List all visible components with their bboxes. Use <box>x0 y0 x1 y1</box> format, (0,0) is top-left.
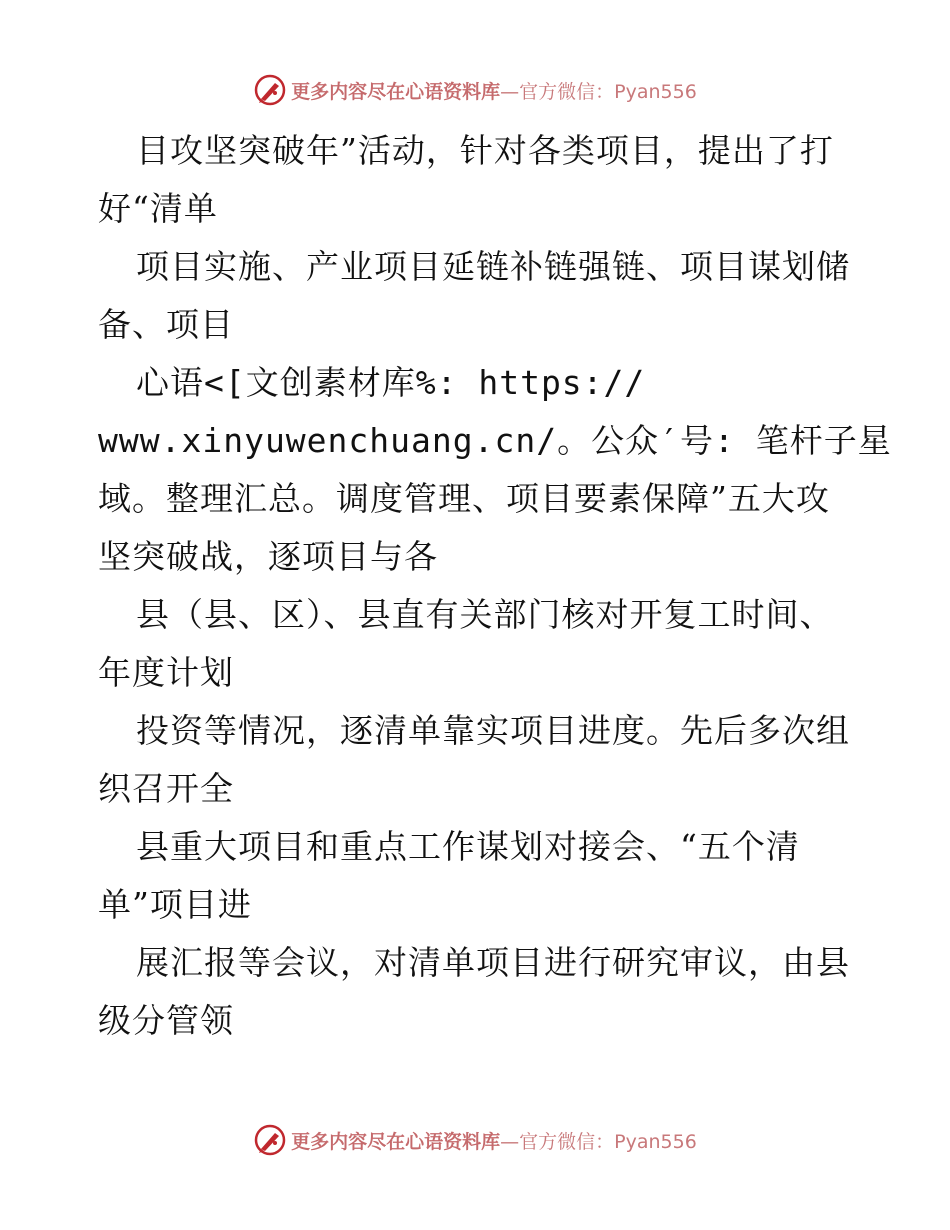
body-line-4: 备、项目 <box>98 305 234 344</box>
body-line-7: 域。整理汇总。调度管理、项目要素保障”五大攻 <box>98 479 830 518</box>
body-line-1: 目攻坚突破年”活动，针对各类项目，提出了打 <box>136 131 834 170</box>
body-line-9: 县（县、区）、县直有关部门核对开复工时间、 <box>136 595 834 634</box>
pen-logo-icon <box>253 73 287 107</box>
footer-banner-separator: — <box>500 1130 520 1153</box>
footer-banner <box>0 1122 950 1158</box>
body-line-2: 好“清单 <box>98 189 218 228</box>
header-banner-wechat: 官方微信：Pyan556 <box>519 80 697 103</box>
header-banner-separator: — <box>500 80 520 103</box>
body-line-16: 级分管领 <box>98 1001 234 1040</box>
body-line-14: 单”项目进 <box>98 885 252 924</box>
body-line-3: 项目实施、产业项目延链补链强链、项目谋划储 <box>136 247 850 286</box>
body-line-6: www.xinyuwenchuang.cn/。公众′号: 笔杆子星 <box>98 421 892 460</box>
body-line-13: 县重大项目和重点工作谋划对接会、“五个清 <box>136 827 800 866</box>
body-line-12: 织召开全 <box>98 769 234 808</box>
pen-logo-icon <box>253 1123 287 1157</box>
body-line-10: 年度计划 <box>98 653 234 692</box>
header-banner <box>0 72 950 108</box>
document-body <box>98 122 892 1050</box>
footer-banner-main-text: 更多内容尽在心语资料库 <box>291 1130 501 1153</box>
body-line-15: 展汇报等会议，对清单项目进行研究审议，由县 <box>136 943 850 982</box>
footer-banner-wechat: 官方微信：Pyan556 <box>519 1130 697 1153</box>
header-banner-main-text: 更多内容尽在心语资料库 <box>291 80 501 103</box>
body-line-5: 心语<[文创素材库%: https:// <box>136 363 646 402</box>
body-line-11: 投资等情况，逐清单靠实项目进度。先后多次组 <box>136 711 850 750</box>
body-line-8: 坚突破战，逐项目与各 <box>98 537 438 576</box>
